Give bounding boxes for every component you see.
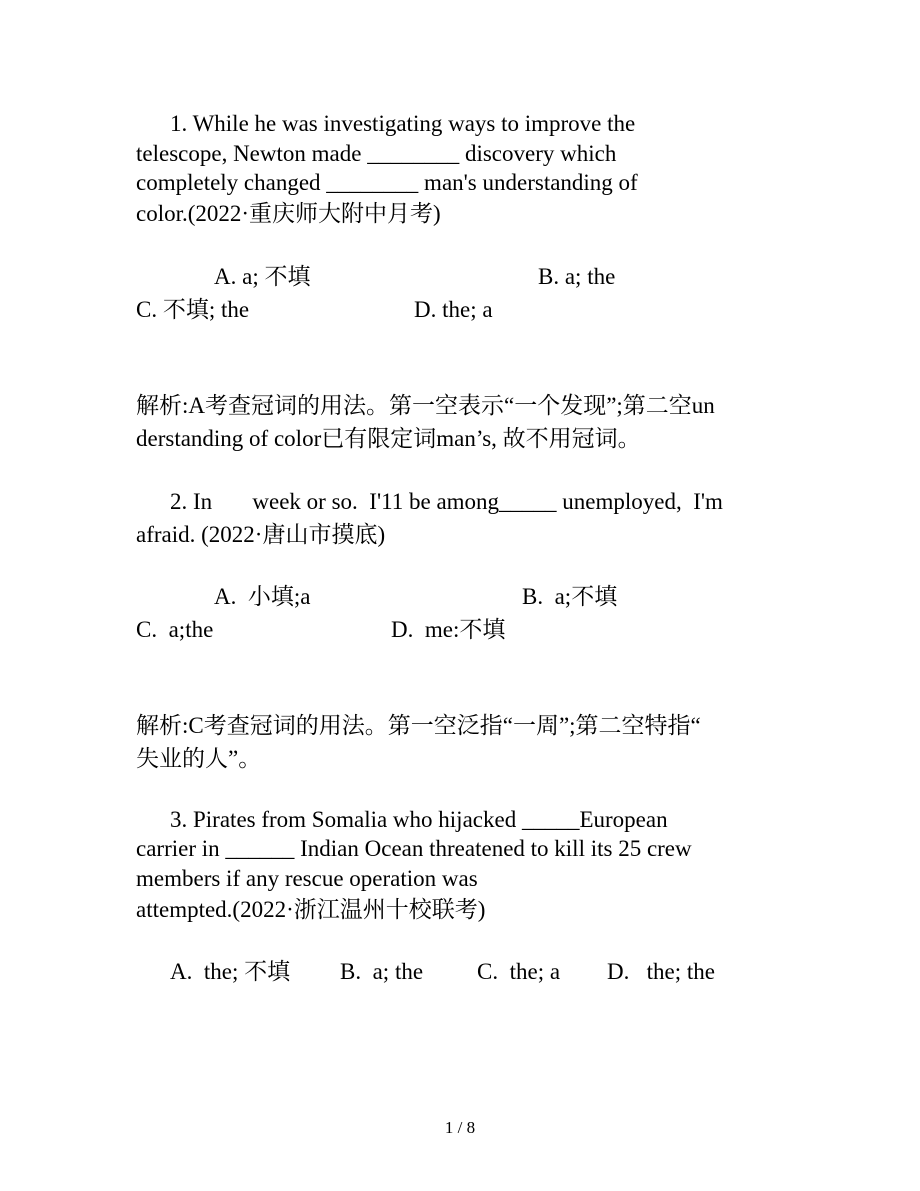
question-2-option-b: B. a;不填	[522, 584, 618, 609]
question-2-stem-line-1: 2. In week or so. I'11 be among_____ unemployed, I'm	[170, 489, 723, 514]
question-3-stem-line-4: attempted.(2022·浙江温州十校联考)	[136, 897, 486, 922]
question-2-stem-line-2: afraid. (2022·唐山市摸底)	[136, 522, 386, 547]
question-1-stem-line-1: 1. While he was investigating ways to improve the	[170, 111, 636, 136]
question-3-option-b: B. a; the	[340, 959, 424, 984]
question-3-stem-line-1: 3. Pirates from Somalia who hijacked _____European	[170, 807, 668, 832]
question-1-option-c: C. 不填; the	[136, 297, 250, 322]
question-1-analysis-line-1: 解析:A考查冠词的用法。第一空表示“一个发现”;第二空un	[136, 393, 715, 418]
question-1-option-b: B. a; the	[538, 264, 616, 289]
question-2-analysis-line-2: 失业的人”。	[136, 746, 262, 771]
question-1-option-a: A. a; 不填	[214, 264, 311, 289]
question-2-option-c: C. a;the	[136, 617, 214, 642]
question-3-stem-line-2: carrier in ______ Indian Ocean threatened to kill its 25 crew	[136, 836, 692, 861]
question-2-option-a: A. 小填;a	[214, 584, 311, 609]
question-1-stem-line-3: completely changed ________ man's understanding of	[136, 170, 638, 195]
question-1-analysis-line-2: derstanding of color已有限定词man’s, 故不用冠词。	[136, 426, 641, 451]
question-3-stem-line-3: members if any rescue operation was	[136, 866, 478, 891]
question-3-option-d: D. the; the	[607, 959, 715, 984]
question-2-option-d: D. me:不填	[391, 617, 506, 642]
question-3-option-a: A. the; 不填	[170, 959, 291, 984]
question-1-stem-line-4: color.(2022·重庆师大附中月考)	[136, 201, 441, 226]
question-1-stem-line-2: telescope, Newton made ________ discovery which	[136, 141, 617, 166]
question-1-option-d: D. the; a	[414, 297, 493, 322]
page-number: 1 / 8	[444, 1118, 476, 1137]
question-3-option-c: C. the; a	[477, 959, 561, 984]
question-2-analysis-line-1: 解析:C考查冠词的用法。第一空泛指“一周”;第二空特指“	[136, 713, 701, 738]
